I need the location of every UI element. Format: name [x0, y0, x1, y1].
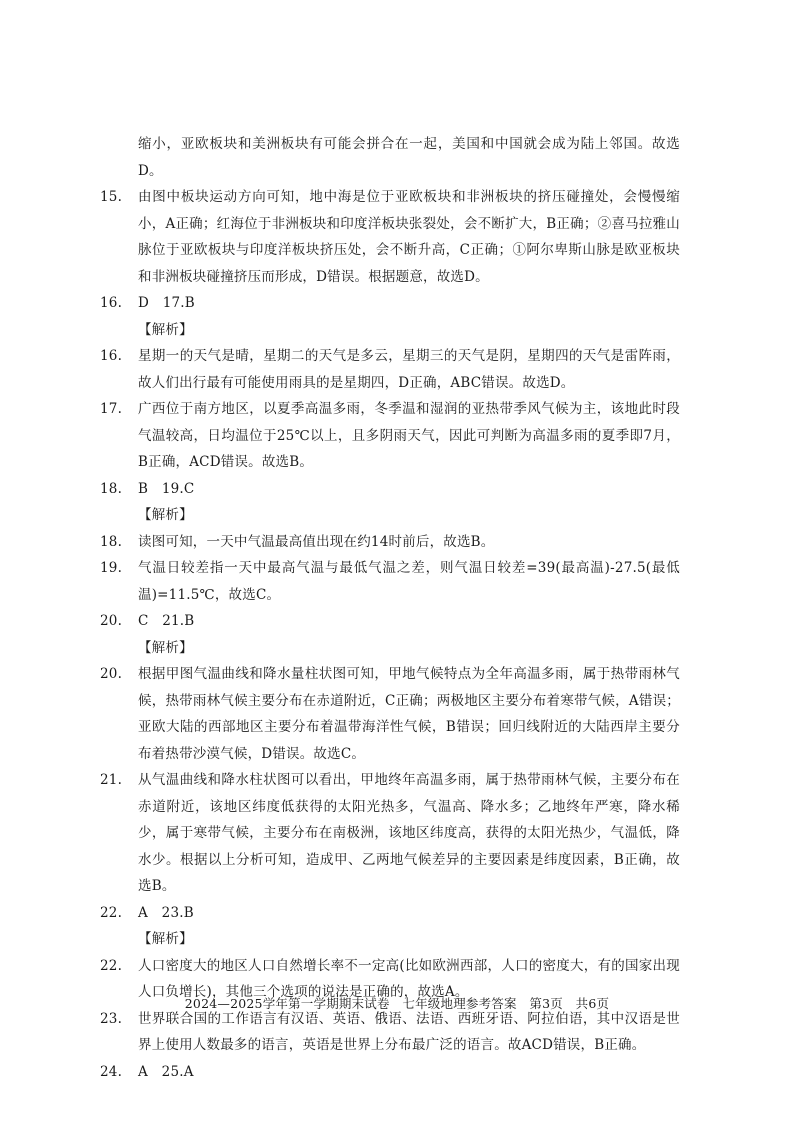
item-number: 17. [100, 401, 123, 417]
answer-content [100, 131, 680, 1085]
answer-key-24-25 [100, 1059, 680, 1086]
item-number: 16. [100, 348, 123, 364]
answer-item-18 [100, 529, 680, 556]
analysis-heading: 【解析】 [138, 321, 193, 338]
answer-item-19 [100, 555, 680, 608]
answer-item-17 [100, 396, 680, 476]
analysis-heading: 【解析】 [138, 931, 193, 947]
item-text: A 23.B [138, 904, 194, 921]
item-number: 22. [100, 904, 123, 921]
page-footer: 2024—2025学年第一学期期末试卷 七年级地理参考答案 第3页 共6页 [184, 996, 610, 1011]
item-text: 缩小，亚欧板块和美洲板块有可能会拼合在一起，美国和中国就会成为陆上邻国。故选D。 [138, 136, 680, 179]
answer-item-15 [100, 184, 680, 290]
item-number: 18. [100, 480, 123, 497]
item-text: 气温日较差指一天中最高气温与最低气温之差，则气温日较差=39(最高温)-27.5(最低温)=11.5℃，故选C。 [138, 560, 680, 603]
item-text: B 19.C [138, 480, 195, 497]
item-text: 星期一的天气是晴，星期二的天气是多云，星期三的天气是阴，星期四的天气是雷阵雨，故人们出行最有可能使用雨具的是星期四，D正确，ABC错误。故选D。 [138, 348, 680, 391]
item-number: 23. [100, 1010, 123, 1027]
answer-key-16-17 [100, 290, 680, 317]
answer-key-18-19 [100, 476, 680, 503]
item-number: 20. [100, 613, 123, 629]
item-number: 18. [100, 533, 123, 550]
item-text: 人口密度大的地区人口自然增长率不一定高(比如欧洲西部，人口的密度大，有的国家出现人口负增长)，其他三个选项的说法是正确的，故选A。 [138, 957, 680, 1000]
item-text: 从气温曲线和降水柱状图可以看出，甲地终年高温多雨，属于热带雨林气候，主要分布在赤道附近，该地区纬度低获得的太阳光热多，气温高、降水多；乙地终年严寒，降水稀少，属于寒带气候，主要分布在南极洲，该地区纬度高，获得的太阳光热少，气温低，降水少。根据以上分析可知，造成甲、乙两地气候差异的主要因素是纬度因素，B正确，故选B。 [138, 772, 680, 894]
answer-item-23 [100, 1006, 680, 1059]
item-number: 21. [100, 772, 123, 788]
item-number [100, 131, 138, 184]
item-text: 读图可知，一天中气温最高值出现在约14时前后，故选B。 [138, 533, 495, 550]
item-number: 20. [100, 666, 123, 682]
item-number: 22. [100, 957, 123, 974]
analysis-heading: 【解析】 [138, 507, 193, 523]
item-number: 16. [100, 295, 123, 311]
analysis-heading: 【解析】 [138, 639, 193, 656]
answer-item-21 [100, 767, 680, 900]
continued-text [100, 131, 680, 184]
item-text: 世界联合国的工作语言有汉语、英语、俄语、法语、西班牙语、阿拉伯语，其中汉语是世界上使用人数最多的语言，英语是世界上分布最广泛的语言。故ACD错误，B正确。 [138, 1010, 680, 1053]
answer-key-20-21 [100, 608, 680, 635]
item-text: C 21.B [138, 613, 195, 629]
item-number: 19. [100, 560, 123, 576]
answer-key-22-23 [100, 900, 680, 927]
item-text: 由图中板块运动方向可知，地中海是位于亚欧板块和非洲板块的挤压碰撞处，会慢慢缩小，A正确；红海位于非洲板块和印度洋板块张裂处，会不断扩大，B正确；②喜马拉雅山脉位于亚欧板块与印度洋板块挤压处，会不断升高，C正确；①阿尔卑斯山脉是欧亚板块和非洲板块碰撞挤压而形成，D错误。根据题意，故选D。 [138, 189, 680, 285]
item-text: A 25.A [138, 1063, 194, 1080]
item-number: 15. [100, 189, 123, 205]
item-text: 广西位于南方地区，以夏季高温多雨，冬季温和湿润的亚热带季风气候为主，该地此时段气温较高，日均温位于25℃以上，且多阴雨天气，因此可判断为高温多雨的夏季即7月，B正确，ACD错误。故选B。 [138, 401, 680, 470]
answer-item-20 [100, 661, 680, 767]
item-number: 24. [100, 1063, 123, 1080]
answer-item-16 [100, 343, 680, 396]
item-text: 根据甲图气温曲线和降水量柱状图可知，甲地气候特点为全年高温多雨，属于热带雨林气候，热带雨林气候主要分布在赤道附近，C正确；两极地区主要分布着寒带气候，A错误；亚欧大陆的西部地区主要分布着温带海洋性气候，B错误；回归线附近的大陆西岸主要分布着热带沙漠气候，D错误。故选C。 [138, 666, 680, 762]
item-text: D 17.B [138, 295, 195, 311]
